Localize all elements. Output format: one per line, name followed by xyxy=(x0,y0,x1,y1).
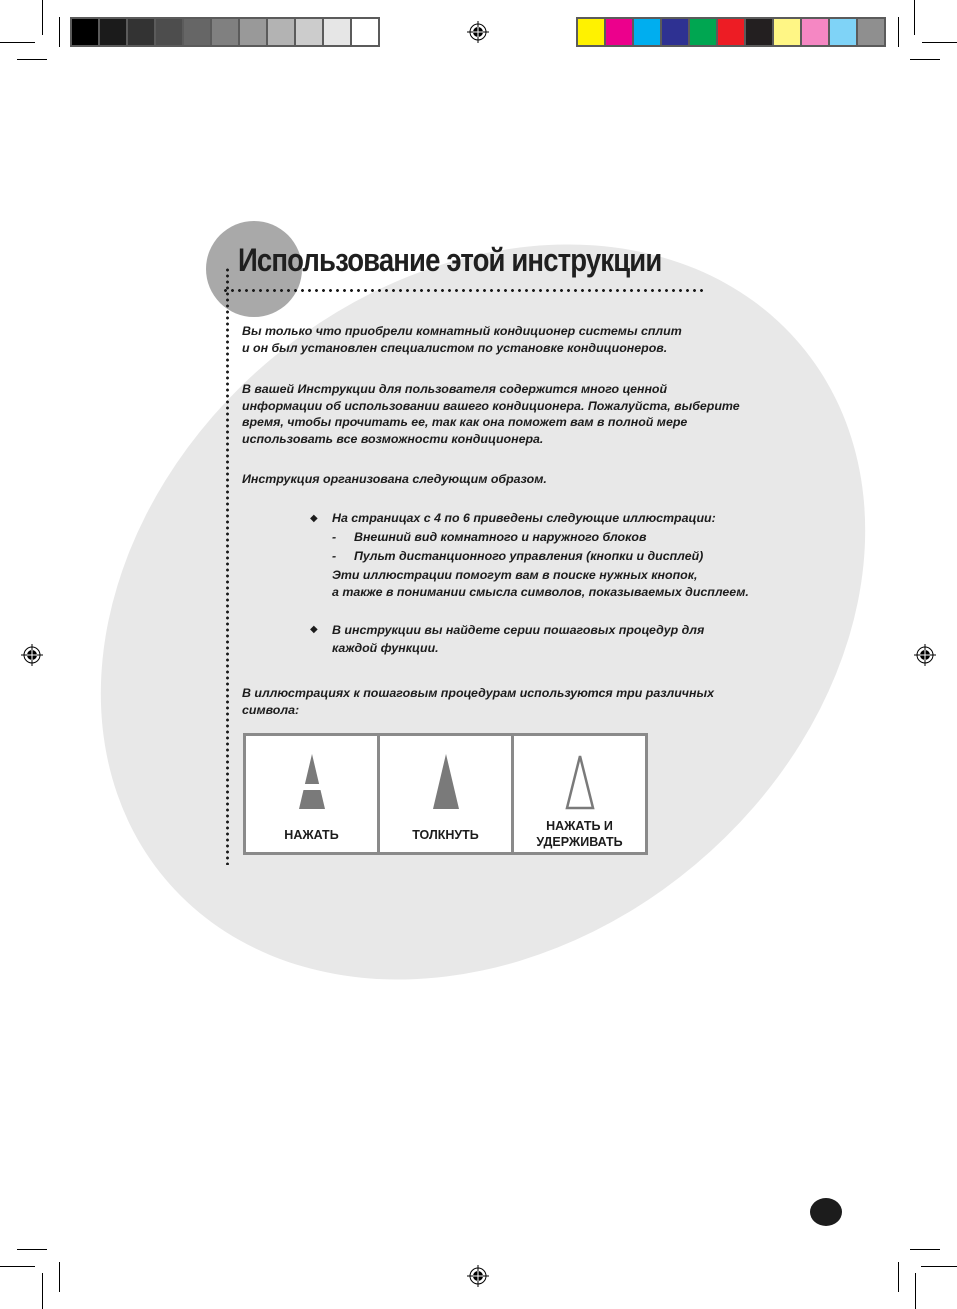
text-line: символа: xyxy=(242,702,300,717)
text-line: В иллюстрациях к пошаговым процедурам используются три различных xyxy=(242,686,714,700)
text-line: время, чтобы прочитать ее, так как она поможет вам в полной мере xyxy=(242,415,688,429)
crop-mark xyxy=(17,59,47,60)
symbol-cell-push xyxy=(380,736,514,852)
symbol-label: ТОЛКНУТЬ xyxy=(412,828,479,842)
symbol-cell-press-hold xyxy=(514,736,645,852)
push-triangle-icon xyxy=(431,754,461,812)
label-line: НАЖАТЬ И xyxy=(546,819,613,833)
sub-item-text: Пульт дистанционного управления (кнопки и дисплей) xyxy=(354,549,704,563)
registration-mark-icon xyxy=(914,644,936,666)
info-paragraph xyxy=(242,381,740,447)
title-dotted-underline xyxy=(222,289,707,292)
crop-mark xyxy=(42,0,43,35)
organization-paragraph: Инструкция организована следующим образом. xyxy=(242,472,547,486)
sub-list-item xyxy=(332,549,703,563)
symbol-label: НАЖАТЬ xyxy=(284,828,339,842)
diamond-bullet-icon: ◆ xyxy=(310,624,318,635)
text-line: информации об использовании вашего кондиционера. Пожалуйста, выберите xyxy=(242,398,740,413)
text-line: а также в понимании смысла символов, показываемых дисплеем. xyxy=(332,584,749,599)
text-line: В инструкции вы найдете серии пошаговых процедур для xyxy=(332,623,705,637)
text-line: использовать все возможности кондиционера. xyxy=(242,431,544,446)
dash-marker: - xyxy=(332,530,337,544)
intro-paragraph xyxy=(242,323,682,356)
label-line: УДЕРЖИВАТЬ xyxy=(536,835,623,849)
dotted-margin-line xyxy=(226,267,229,865)
dash-marker: - xyxy=(332,549,337,563)
crop-mark xyxy=(42,1273,43,1309)
bullet-text xyxy=(332,621,704,657)
sub-item-text: Внешний вид комнатного и наружного блоков xyxy=(354,530,647,544)
text-line: каждой функции. xyxy=(332,641,439,655)
symbol-cell-press xyxy=(246,736,380,852)
symbols-intro-paragraph xyxy=(242,685,714,718)
bullet-text: На страницах с 4 по 6 приведены следующие иллюстрации: xyxy=(332,511,716,525)
registration-mark-icon xyxy=(467,21,489,43)
page-title: Использование этой инструкции xyxy=(238,242,662,278)
page-number-dot xyxy=(810,1198,842,1226)
diamond-bullet-icon: ◆ xyxy=(310,513,318,524)
symbols-table xyxy=(243,733,648,855)
text-line: Вы только что приобрели комнатный кондиционер системы сплит xyxy=(242,324,682,338)
bullet-note xyxy=(332,567,749,600)
crop-mark xyxy=(0,1266,35,1267)
text-line: и он был установлен специалистом по установке кондиционеров. xyxy=(242,340,668,355)
crop-mark xyxy=(17,1249,47,1250)
text-line: В вашей Инструкции для пользователя содержится много ценной xyxy=(242,382,668,396)
registration-mark-icon xyxy=(467,1265,489,1287)
registration-mark-icon xyxy=(21,644,43,666)
crop-mark xyxy=(0,42,35,43)
text-line: Эти иллюстрации помогут вам в поиске нужных кнопок, xyxy=(332,568,698,582)
symbol-label xyxy=(514,818,645,850)
sub-list-item xyxy=(332,530,646,544)
press-triangle-icon xyxy=(297,754,327,812)
press-hold-triangle-icon xyxy=(564,754,596,812)
